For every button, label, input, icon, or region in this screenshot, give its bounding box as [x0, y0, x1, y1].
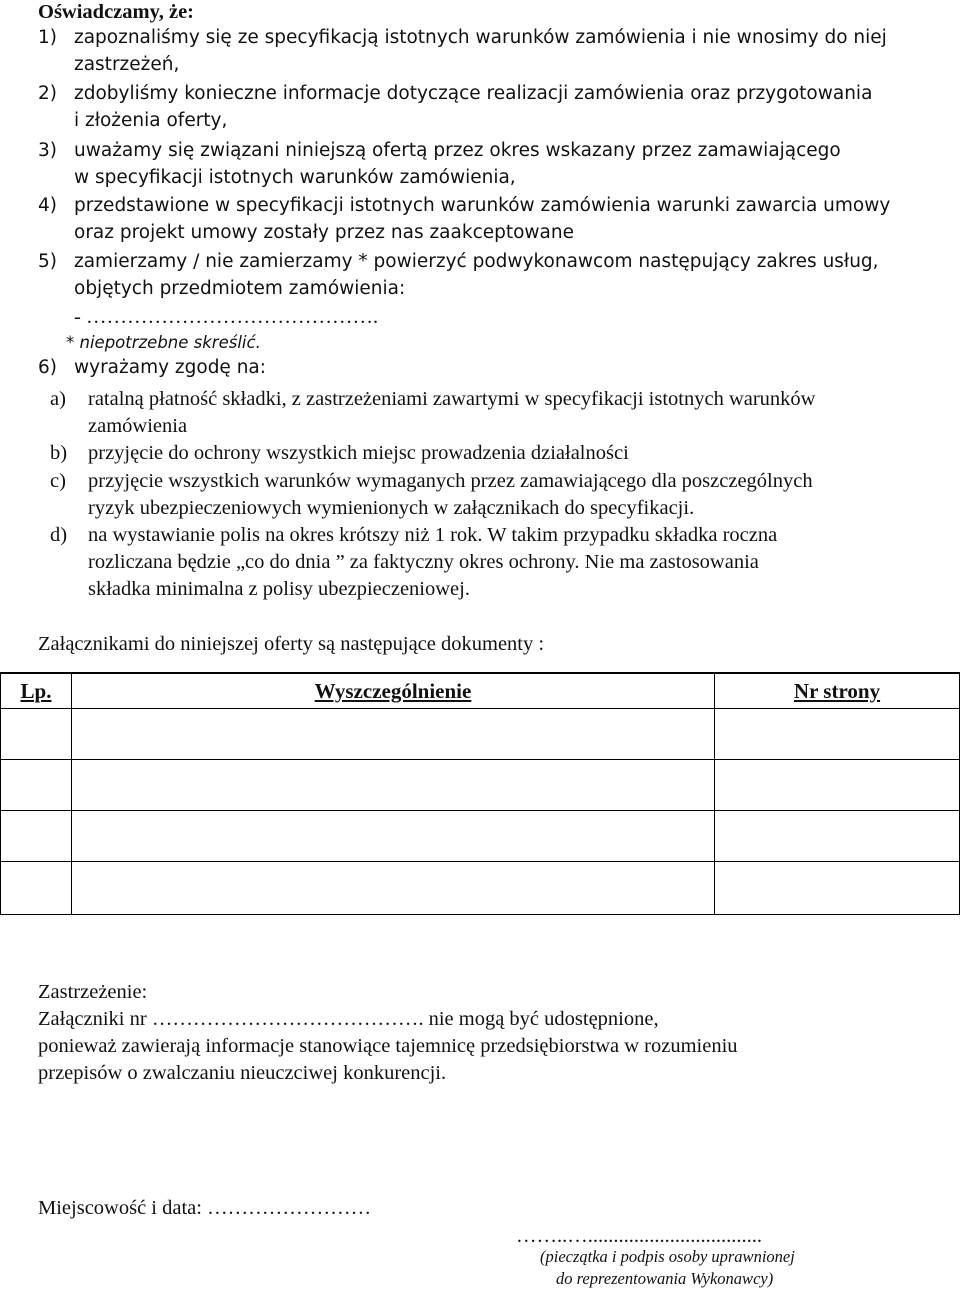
table-cell[interactable]: [72, 709, 715, 760]
heading: Oświadczamy, że:: [38, 1, 194, 23]
consent-item-d-line-1: na wystawianie polis na okres krótszy niż 1 rok. W takim przypadku składka roczna: [88, 524, 778, 546]
consent-intro: wyrażamy zgodę na:: [74, 357, 266, 378]
table-cell[interactable]: [72, 760, 715, 811]
consent-item-c-letter: c): [50, 470, 66, 492]
consent-item-c-line-2: ryzyk ubezpieczeniowych wymienionych w załącznikach do specyfikacji.: [88, 497, 695, 519]
statement-5-line-1: zamierzamy / nie zamierzamy * powierzyć podwykonawcom następujący zakres usług,: [74, 251, 879, 272]
table-cell[interactable]: [72, 811, 715, 862]
consent-item-a-line-2: zamówienia: [88, 415, 188, 437]
table-cell[interactable]: [1, 709, 72, 760]
consent-number: 6): [38, 357, 57, 378]
table-cell[interactable]: [1, 862, 72, 915]
table-cell[interactable]: [1, 811, 72, 862]
statement-1-line-2: zastrzeżeń,: [74, 54, 180, 75]
table-row: [1, 811, 960, 862]
consent-item-a-line-1: ratalną płatność składki, z zastrzeżeniami zawartymi w specyfikacji istotnych warunków: [88, 388, 816, 410]
signature-caption-line-2: do reprezentowania Wykonawcy): [556, 1269, 774, 1288]
header-page-number: Nr strony: [715, 673, 960, 709]
footnote: * niepotrzebne skreślić.: [66, 333, 261, 352]
signature-caption-line-1: (pieczątka i podpis osoby uprawnionej: [540, 1247, 795, 1266]
reservation-line-3: przepisów o zwalczaniu nieuczciwej konkurencji.: [38, 1062, 447, 1084]
consent-item-d-letter: d): [50, 524, 68, 546]
table-cell[interactable]: [715, 709, 960, 760]
consent-item-b-letter: b): [50, 442, 68, 464]
statement-2-line-2: i złożenia oferty,: [74, 110, 228, 131]
table-cell[interactable]: [715, 760, 960, 811]
statement-1-line-1: zapoznaliśmy się ze specyfikacją istotnych warunków zamówienia i nie wnosimy do niej: [74, 27, 887, 48]
consent-item-b-line-1: przyjęcie do ochrony wszystkich miejsc prowadzenia działalności: [88, 442, 629, 464]
table-cell[interactable]: [72, 862, 715, 915]
place-date-field: Miejscowość i data: ……………………: [38, 1197, 372, 1219]
consent-item-a-letter: a): [50, 388, 66, 410]
statement-2-line-1: zdobyliśmy konieczne informacje dotyczące realizacji zamówienia oraz przygotowania: [74, 83, 873, 104]
statement-3-line-2: w specyfikacji istotnych warunków zamówienia,: [74, 167, 516, 188]
attachments-intro: Załącznikami do niniejszej oferty są następujące dokumenty :: [38, 633, 545, 655]
header-description: Wyszczególnienie: [72, 673, 715, 709]
table-row: [1, 760, 960, 811]
subcontract-dash-line: - …………………………………….: [74, 306, 379, 328]
header-lp: Lp.: [1, 673, 72, 709]
consent-item-c-line-1: przyjęcie wszystkich warunków wymaganych przez zamawiającego dla poszczególnych: [88, 470, 813, 492]
consent-item-d-line-2: rozliczana będzie „co do dnia ” za faktyczny okres ochrony. Nie ma zastosowania: [88, 551, 759, 573]
statement-3-line-1: uważamy się związani niniejszą ofertą przez okres wskazany przez zamawiającego: [74, 140, 841, 161]
table-header-row: [1, 673, 960, 709]
table-row: [1, 862, 960, 915]
statement-4-line-1: przedstawione w specyfikacji istotnych warunków zamówienia warunki zawarcia umowy: [74, 195, 891, 216]
statement-5-number: 5): [38, 251, 57, 272]
statement-2-number: 2): [38, 83, 57, 104]
statement-4-line-2: oraz projekt umowy zostały przez nas zaakceptowane: [74, 222, 575, 243]
reservation-line-1: Załączniki nr …………………………………. nie mogą być udostępnione,: [38, 1008, 659, 1030]
table-cell[interactable]: [1, 760, 72, 811]
reservation-title: Zastrzeżenie:: [38, 981, 148, 1003]
statement-1-number: 1): [38, 27, 57, 48]
table-cell[interactable]: [715, 862, 960, 915]
table-row: [1, 709, 960, 760]
reservation-line-2: ponieważ zawierają informacje stanowiące tajemnicę przedsiębiorstwa w rozumieniu: [38, 1035, 738, 1057]
statement-3-number: 3): [38, 140, 57, 161]
statement-5-line-2: objętych przedmiotem zamówienia:: [74, 278, 406, 299]
statement-4-number: 4): [38, 195, 57, 216]
table-cell[interactable]: [715, 811, 960, 862]
signature-dots: ……..…..................................: [516, 1225, 762, 1247]
attachments-table: [0, 672, 960, 915]
consent-item-d-line-3: składka minimalna z polisy ubezpieczeniowej.: [88, 578, 470, 600]
